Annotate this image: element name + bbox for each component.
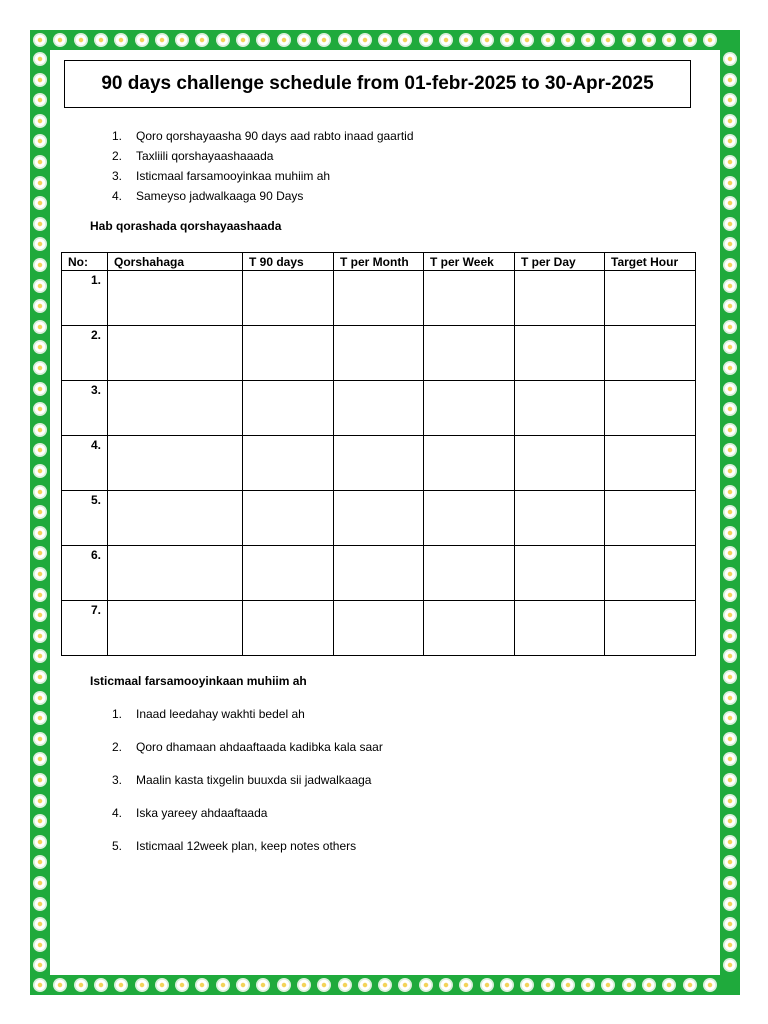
flower-icon [541, 978, 555, 992]
table-cell[interactable] [243, 546, 334, 601]
flower-icon [723, 629, 737, 643]
flower-icon [723, 217, 737, 231]
flower-icon [703, 978, 717, 992]
flower-icon [683, 978, 697, 992]
flower-icon [33, 485, 47, 499]
table-cell[interactable] [424, 436, 515, 491]
table-row [62, 601, 696, 656]
flower-icon [135, 978, 149, 992]
flower-icon [723, 691, 737, 705]
flower-icon [33, 938, 47, 952]
flower-icon [358, 33, 372, 47]
row-number: 1. [62, 271, 108, 326]
table-cell[interactable] [243, 271, 334, 326]
flower-icon [723, 876, 737, 890]
flower-icon [33, 279, 47, 293]
table-row [62, 491, 696, 546]
flower-icon [723, 835, 737, 849]
flower-icon [439, 33, 453, 47]
flower-icon [723, 773, 737, 787]
list-item: 3. Isticmaal farsamooyinkaa muhiim ah [112, 169, 331, 183]
list-item: 5. Isticmaal 12week plan, keep notes others [112, 839, 357, 853]
flower-icon [33, 897, 47, 911]
list-item: 1. Inaad leedahay wakhti bedel ah [112, 707, 305, 721]
flower-icon [338, 978, 352, 992]
flower-icon [642, 33, 656, 47]
table-cell[interactable] [424, 271, 515, 326]
row-number: 4. [62, 436, 108, 491]
table-cell[interactable] [243, 491, 334, 546]
table-cell[interactable] [605, 601, 696, 656]
flower-icon [723, 464, 737, 478]
flower-icon [33, 876, 47, 890]
row-number: 7. [62, 601, 108, 656]
table-cell[interactable] [515, 381, 605, 436]
table-cell[interactable] [108, 601, 243, 656]
flower-icon [33, 217, 47, 231]
flower-icon [33, 423, 47, 437]
column-header: Target Hour [605, 253, 696, 271]
flower-icon [561, 33, 575, 47]
flower-icon [723, 73, 737, 87]
table-cell[interactable] [334, 546, 424, 601]
list-item: 2. Taxliili qorshayaashaaada [112, 149, 274, 163]
plan-heading: Hab qorashada qorshayaashaada [90, 219, 282, 233]
list-item: 2. Qoro dhamaan ahdaaftaada kadibka kala saar [112, 740, 383, 754]
table-cell[interactable] [515, 326, 605, 381]
flower-icon [419, 978, 433, 992]
list-item: 4. Sameyso jadwalkaaga 90 Days [112, 189, 304, 203]
flower-icon [723, 670, 737, 684]
table-cell[interactable] [605, 436, 696, 491]
flower-icon [723, 258, 737, 272]
flower-icon [642, 978, 656, 992]
table-cell[interactable] [334, 601, 424, 656]
flower-icon [33, 258, 47, 272]
list-item: 4. Iska yareey ahdaaftaada [112, 806, 268, 820]
flower-icon [33, 567, 47, 581]
table-cell[interactable] [605, 491, 696, 546]
flower-icon [703, 33, 717, 47]
flower-icon [723, 897, 737, 911]
flower-icon [723, 732, 737, 746]
table-cell[interactable] [424, 601, 515, 656]
table-cell[interactable] [108, 546, 243, 601]
table-cell[interactable] [515, 271, 605, 326]
table-row [62, 381, 696, 436]
table-cell[interactable] [605, 326, 696, 381]
flower-icon [33, 732, 47, 746]
flower-icon [723, 567, 737, 581]
tips-heading: Isticmaal farsamooyinkaan muhiim ah [90, 674, 307, 688]
flower-icon [439, 978, 453, 992]
flower-icon [541, 33, 555, 47]
flower-icon [581, 33, 595, 47]
flower-icon [723, 114, 737, 128]
flower-icon [622, 978, 636, 992]
flower-icon [500, 978, 514, 992]
flower-icon [33, 588, 47, 602]
table-cell[interactable] [108, 436, 243, 491]
table-cell[interactable] [515, 491, 605, 546]
table-cell[interactable] [334, 381, 424, 436]
flower-icon [277, 978, 291, 992]
flower-icon [74, 33, 88, 47]
row-number: 3. [62, 381, 108, 436]
list-item: 1. Qoro qorshayaasha 90 days aad rabto inaad gaartid [112, 129, 414, 143]
table-cell[interactable] [424, 381, 515, 436]
flower-icon [33, 835, 47, 849]
flower-icon [74, 978, 88, 992]
table-row [62, 271, 696, 326]
table-cell[interactable] [243, 436, 334, 491]
table-row [62, 436, 696, 491]
flower-icon [33, 629, 47, 643]
flower-icon [236, 978, 250, 992]
flower-icon [236, 33, 250, 47]
table-row [62, 326, 696, 381]
flower-icon [683, 33, 697, 47]
row-number: 6. [62, 546, 108, 601]
table-cell[interactable] [243, 326, 334, 381]
flower-icon [277, 33, 291, 47]
column-header: T 90 days [243, 253, 334, 271]
tips-list [112, 704, 383, 869]
flower-icon [216, 978, 230, 992]
flower-icon [480, 978, 494, 992]
flower-icon [33, 794, 47, 808]
table-cell[interactable] [605, 546, 696, 601]
flower-icon [33, 361, 47, 375]
flower-icon [723, 794, 737, 808]
table-cell[interactable] [243, 601, 334, 656]
flower-icon [500, 33, 514, 47]
flower-icon [723, 320, 737, 334]
title-box [64, 60, 691, 108]
list-item: 3. Maalin kasta tixgelin buuxda sii jadwalkaaga [112, 773, 372, 787]
flower-icon [33, 155, 47, 169]
flower-icon [33, 670, 47, 684]
flower-icon [175, 33, 189, 47]
flower-icon [155, 33, 169, 47]
flower-icon [94, 33, 108, 47]
flower-icon [378, 978, 392, 992]
table-cell[interactable] [108, 381, 243, 436]
flower-icon [723, 382, 737, 396]
flower-icon [723, 361, 737, 375]
flower-icon [33, 773, 47, 787]
flower-icon [155, 978, 169, 992]
flower-icon [297, 978, 311, 992]
flower-icon [723, 485, 737, 499]
table-cell[interactable] [243, 381, 334, 436]
table-cell[interactable] [605, 271, 696, 326]
flower-icon [175, 978, 189, 992]
flower-icon [33, 382, 47, 396]
column-header: T per Week [424, 253, 515, 271]
flower-icon [33, 526, 47, 540]
flower-icon [378, 33, 392, 47]
flower-icon [94, 978, 108, 992]
table-cell[interactable] [334, 326, 424, 381]
flower-icon [581, 978, 595, 992]
flower-icon [723, 52, 737, 66]
table-cell[interactable] [515, 601, 605, 656]
flower-icon [33, 114, 47, 128]
table-cell[interactable] [605, 381, 696, 436]
flower-icon [135, 33, 149, 47]
flower-icon [723, 526, 737, 540]
flower-icon [622, 33, 636, 47]
flower-icon [723, 155, 737, 169]
flower-icon [33, 691, 47, 705]
table-cell[interactable] [424, 546, 515, 601]
flower-icon [358, 978, 372, 992]
table-cell[interactable] [424, 326, 515, 381]
table-cell[interactable] [334, 271, 424, 326]
table-cell[interactable] [334, 436, 424, 491]
flower-icon [723, 279, 737, 293]
flower-icon [33, 33, 47, 47]
flower-icon [33, 464, 47, 478]
table-cell[interactable] [108, 271, 243, 326]
row-number: 5. [62, 491, 108, 546]
column-header: No: [62, 253, 108, 271]
steps-list [112, 126, 414, 206]
flower-icon [33, 73, 47, 87]
flower-icon [33, 176, 47, 190]
flower-icon [419, 33, 433, 47]
table-header-row [62, 253, 696, 271]
row-number: 2. [62, 326, 108, 381]
flower-icon [723, 176, 737, 190]
flower-icon [723, 938, 737, 952]
flower-icon [33, 52, 47, 66]
flower-icon [480, 33, 494, 47]
flower-icon [561, 978, 575, 992]
table-cell[interactable] [515, 546, 605, 601]
flower-icon [33, 320, 47, 334]
table-row [62, 546, 696, 601]
flower-icon [723, 588, 737, 602]
table-cell[interactable] [334, 491, 424, 546]
flower-icon [723, 423, 737, 437]
column-header: Qorshahaga [108, 253, 243, 271]
flower-icon [216, 33, 230, 47]
flower-icon [33, 978, 47, 992]
page-title: 90 days challenge schedule from 01-febr-2025 to 30-Apr-2025 [101, 73, 654, 94]
flower-icon [297, 33, 311, 47]
table-cell[interactable] [515, 436, 605, 491]
table-cell[interactable] [108, 326, 243, 381]
table-cell[interactable] [424, 491, 515, 546]
plan-table [61, 252, 696, 656]
column-header: T per Month [334, 253, 424, 271]
column-header: T per Day [515, 253, 605, 271]
flower-icon [338, 33, 352, 47]
table-cell[interactable] [108, 491, 243, 546]
